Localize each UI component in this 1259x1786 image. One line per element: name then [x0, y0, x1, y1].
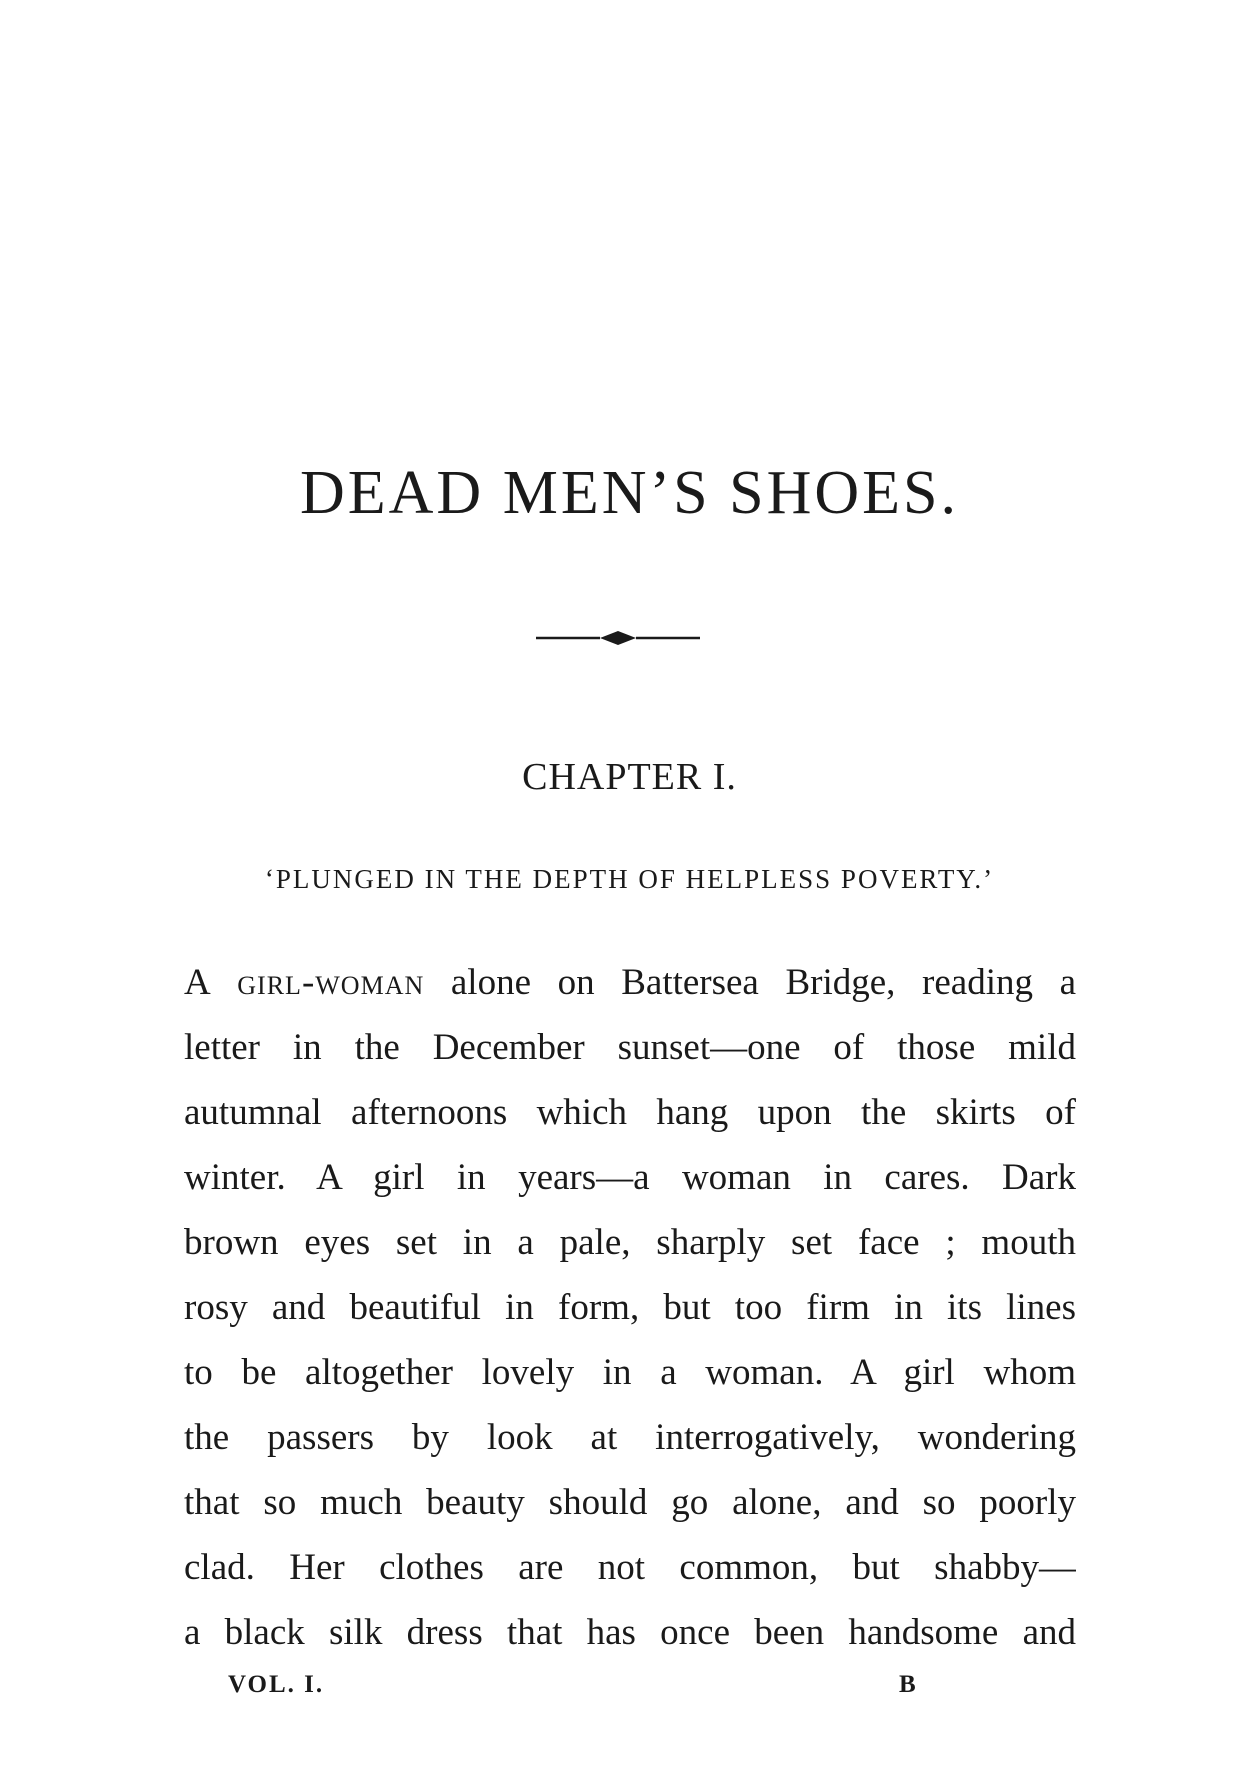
chapter-epigraph: ‘PLUNGED IN THE DEPTH OF HELPLESS POVERTY.’ [264, 864, 995, 894]
body-line [184, 950, 1076, 1015]
opening-small-caps: A girl-woman [184, 962, 425, 1003]
body-line: a black silk dress that has once been handsome and [184, 1612, 1076, 1653]
body-line: clad. Her clothes are not common, but shabby— [184, 1547, 1076, 1588]
body-line: winter. A girl in years—a woman in cares. Dark [184, 1157, 1076, 1198]
volume-marker: VOL. I. [228, 1671, 325, 1698]
book-title: DEAD MEN’S SHOES. [300, 459, 959, 527]
signature-mark: B [899, 1671, 916, 1698]
body-line: to be altogether lovely in a woman. A girl whom [184, 1352, 1076, 1393]
opening-line-rest: alone on Battersea Bridge, reading a [424, 962, 1076, 1003]
body-line: letter in the December sunset—one of those mild [184, 1027, 1076, 1068]
body-line: that so much beauty should go alone, and so poorly [184, 1482, 1076, 1523]
body-line: autumnal afternoons which hang upon the skirts of [184, 1092, 1076, 1133]
body-line: the passers by look at interrogatively, wondering [184, 1417, 1076, 1458]
chapter-heading: CHAPTER I. [522, 756, 737, 798]
body-line: brown eyes set in a pale, sharply set face ; mouth [184, 1222, 1076, 1263]
ornament-divider-icon [536, 628, 700, 648]
body-line: rosy and beautiful in form, but too firm in its lines [184, 1287, 1076, 1328]
body-text [184, 950, 1076, 1665]
